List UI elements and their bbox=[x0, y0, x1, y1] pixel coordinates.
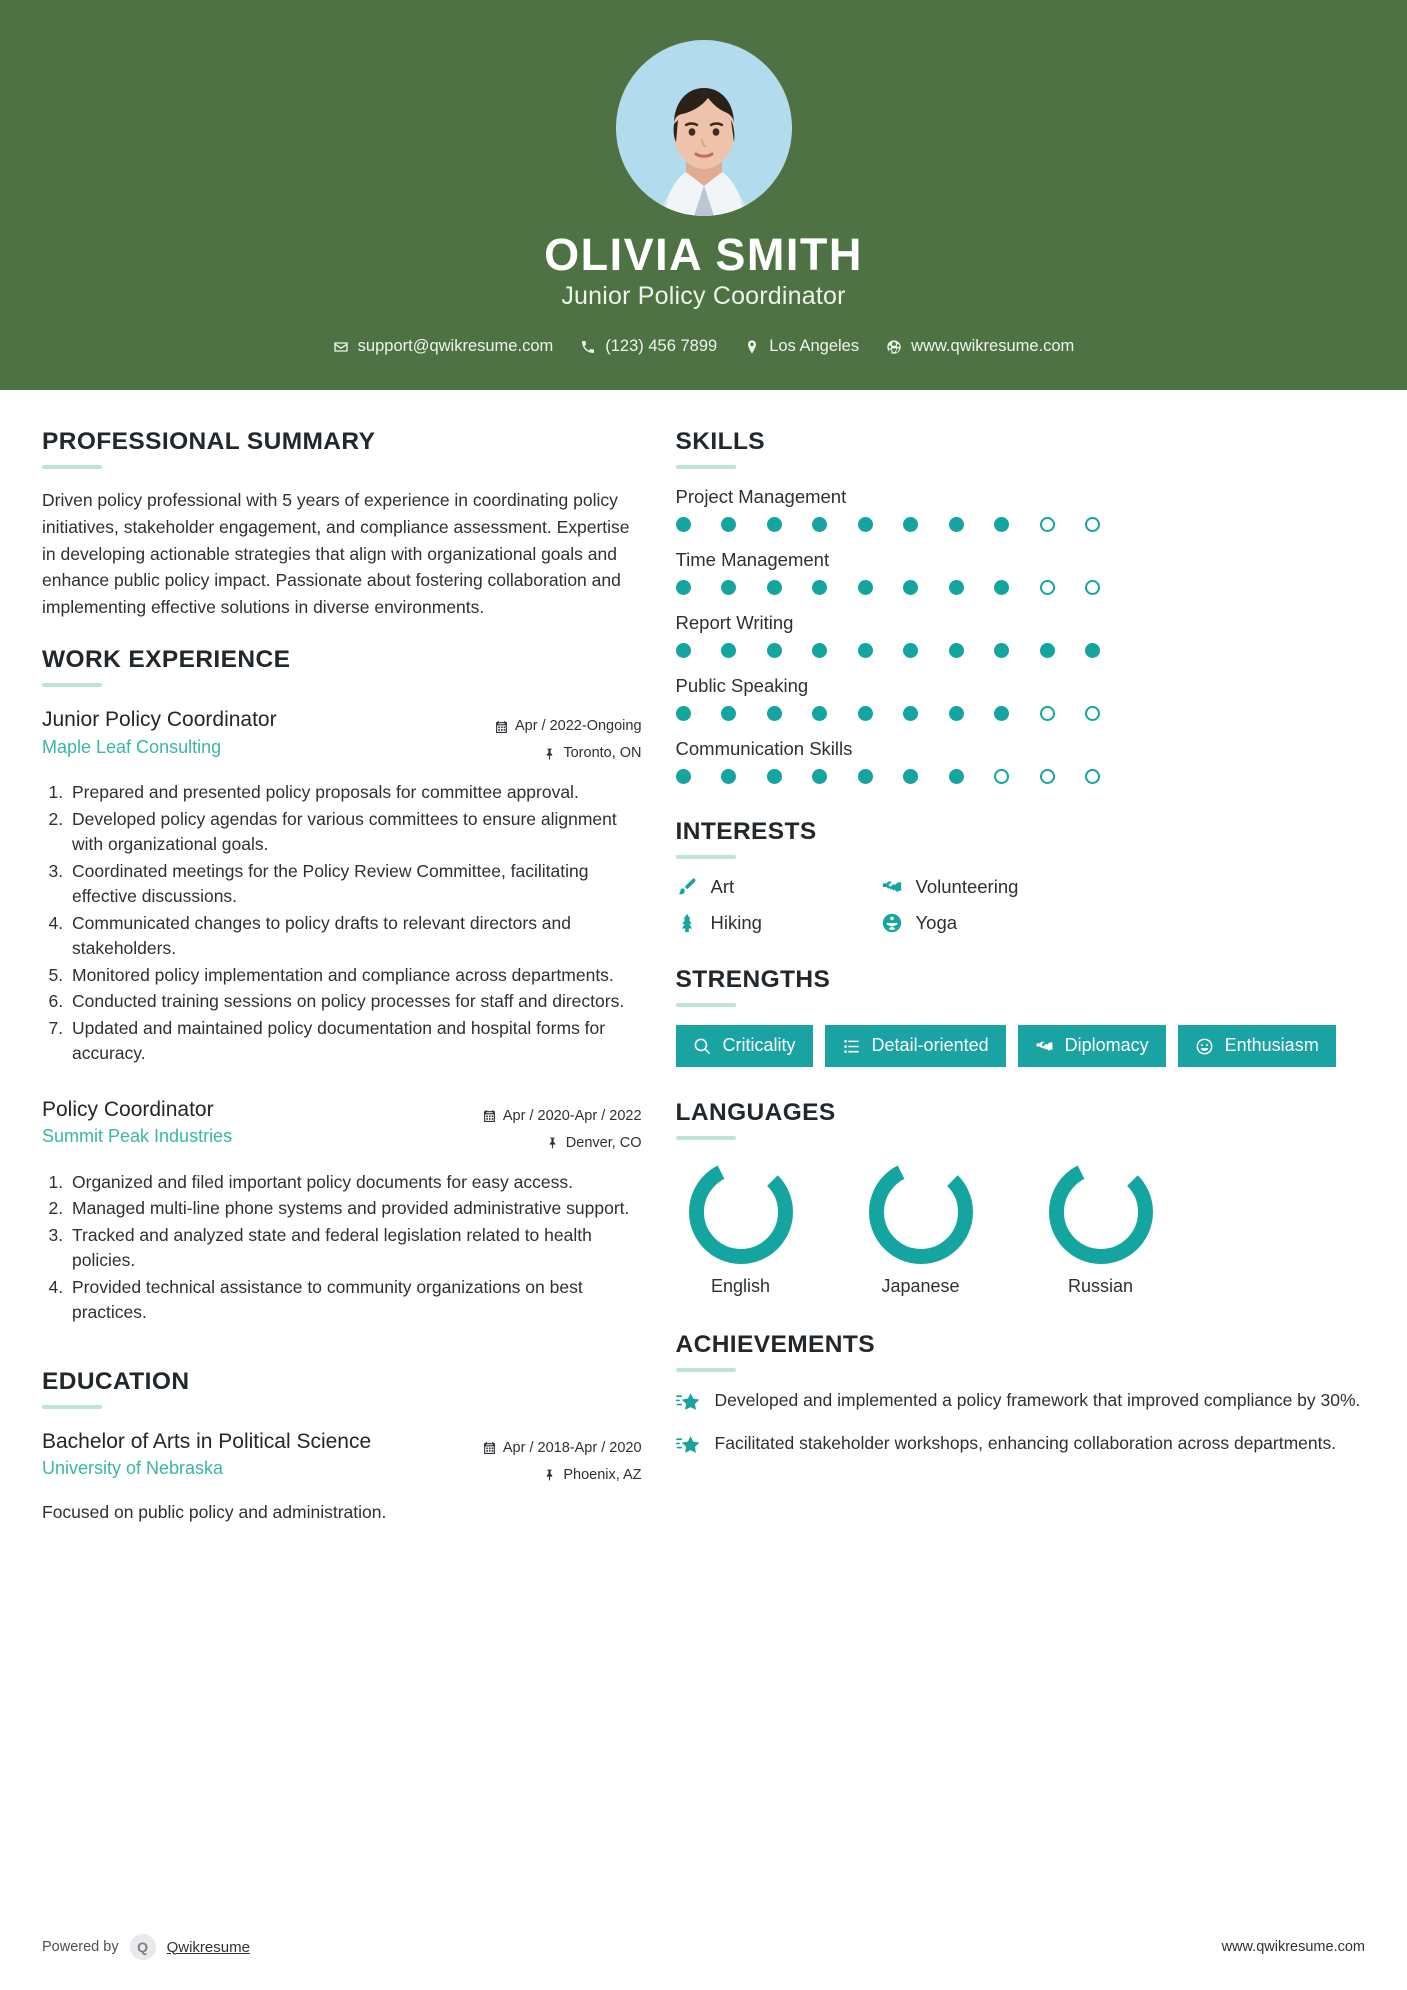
achievement-text: Developed and implemented a policy framework that improved compliance by 30%. bbox=[714, 1389, 1361, 1410]
entry-organization: Maple Leaf Consulting bbox=[42, 736, 222, 757]
strength-badge[interactable] bbox=[1178, 1025, 1336, 1067]
education-heading: EDUCATION bbox=[42, 1367, 190, 1395]
rating-dot-filled bbox=[767, 769, 782, 784]
map-pin-icon bbox=[543, 1468, 556, 1482]
rating-dot-empty bbox=[1085, 706, 1100, 721]
skill-label: Project Management bbox=[675, 486, 847, 508]
rating-dot-filled bbox=[721, 769, 736, 784]
entry-location-value: Toronto, ON bbox=[563, 745, 642, 762]
education-institution: University of Nebraska bbox=[42, 1458, 224, 1479]
interest-item bbox=[881, 912, 1365, 934]
section-languages bbox=[676, 1099, 1365, 1297]
qwikresume-logo-icon: Q bbox=[130, 1934, 156, 1960]
footer-powered-by bbox=[42, 1934, 250, 1960]
strengths-heading: STRENGTHS bbox=[675, 966, 831, 994]
entry-role: Junior Policy Coordinator bbox=[42, 708, 277, 732]
list-item: 1. Prepared and presented policy proposals for committee approval. bbox=[68, 780, 642, 806]
language-label: Japanese bbox=[881, 1275, 960, 1296]
rating-dot-filled bbox=[721, 706, 736, 721]
language-label: Russian bbox=[1068, 1275, 1134, 1296]
contact-website[interactable] bbox=[886, 337, 1074, 356]
skill-item bbox=[676, 675, 1365, 721]
languages-list bbox=[676, 1160, 1365, 1297]
list-item: 5. Monitored policy implementation and compliance across departments. bbox=[68, 963, 642, 989]
section-education bbox=[42, 1368, 642, 1525]
handshake-icon bbox=[881, 876, 903, 898]
entry-date bbox=[483, 1435, 642, 1462]
rating-dot-filled bbox=[949, 769, 964, 784]
section-rule bbox=[42, 683, 102, 687]
tree-icon bbox=[676, 912, 698, 934]
skill-label: Report Writing bbox=[675, 612, 794, 634]
list-item: 4. Provided technical assistance to community organizations on best practices. bbox=[68, 1275, 642, 1326]
language-progress-ring bbox=[869, 1160, 973, 1264]
rating-dot-filled bbox=[767, 706, 782, 721]
rating-dot-filled bbox=[858, 517, 873, 532]
skills-heading: SKILLS bbox=[675, 428, 766, 456]
section-achievements bbox=[676, 1331, 1365, 1458]
education-degree: Bachelor of Arts in Political Science bbox=[42, 1429, 372, 1453]
search-icon bbox=[693, 1037, 712, 1056]
skill-rating bbox=[676, 580, 1365, 595]
entry-location bbox=[495, 740, 642, 767]
rating-dot-filled bbox=[767, 580, 782, 595]
achievement-item bbox=[676, 1388, 1365, 1415]
education-entry bbox=[42, 1429, 642, 1525]
rating-dot-filled bbox=[812, 580, 827, 595]
map-pin-icon bbox=[543, 747, 556, 761]
rating-dot-empty bbox=[1085, 517, 1100, 532]
section-rule bbox=[42, 465, 102, 469]
interest-label: Art bbox=[710, 876, 735, 898]
rating-dot-filled bbox=[994, 517, 1009, 532]
envelope-icon bbox=[333, 339, 349, 355]
rating-dot-filled bbox=[721, 580, 736, 595]
entry-bullets bbox=[42, 1170, 642, 1326]
rating-dot-filled bbox=[1085, 643, 1100, 658]
phone-icon bbox=[580, 339, 596, 355]
left-column bbox=[42, 428, 642, 1874]
rating-dot-empty bbox=[1040, 769, 1055, 784]
contact-email[interactable] bbox=[333, 337, 554, 356]
rating-dot-filled bbox=[767, 517, 782, 532]
summary-heading: PROFESSIONAL SUMMARY bbox=[42, 428, 376, 456]
rating-dot-filled bbox=[903, 643, 918, 658]
rating-dot-filled bbox=[858, 580, 873, 595]
section-rule bbox=[676, 1003, 736, 1007]
summary-text: Driven policy professional with 5 years of experience in coordinating policy initiatives, stakeholder engagement, and compliance assessment. Expertise in developing actionable strategies that align with organizational goals and enhance public policy impact. Passionate about fostering collaboration and implementing effective solutions in diverse environments. bbox=[42, 490, 630, 617]
achievements-heading: ACHIEVEMENTS bbox=[675, 1330, 875, 1358]
entry-header bbox=[42, 1097, 642, 1157]
rating-dot-filled bbox=[676, 643, 691, 658]
rating-dot-empty bbox=[1040, 517, 1055, 532]
resume-footer bbox=[0, 1934, 1407, 1990]
language-progress-ring bbox=[689, 1160, 793, 1264]
list-item: 3. Coordinated meetings for the Policy Review Committee, facilitating effective discussions. bbox=[68, 859, 642, 910]
skill-rating bbox=[676, 643, 1365, 658]
rating-dot-filled bbox=[994, 580, 1009, 595]
rating-dot-filled bbox=[812, 769, 827, 784]
entry-date bbox=[483, 1103, 642, 1130]
interests-grid bbox=[676, 876, 1365, 934]
yoga-icon bbox=[881, 912, 903, 934]
list-item: 2. Developed policy agendas for various committees to ensure alignment with organizational goals. bbox=[68, 807, 642, 858]
list-icon bbox=[842, 1037, 861, 1056]
rating-dot-filled bbox=[676, 517, 691, 532]
rating-dot-filled bbox=[676, 706, 691, 721]
interest-label: Hiking bbox=[710, 912, 762, 934]
skill-item bbox=[676, 486, 1365, 532]
page-title: OLIVIA SMITH bbox=[544, 229, 863, 280]
entry-date-value: Apr / 2022-Ongoing bbox=[514, 718, 642, 735]
rating-dot-filled bbox=[858, 706, 873, 721]
entry-header bbox=[42, 707, 642, 767]
interests-heading: INTERESTS bbox=[675, 818, 817, 846]
strength-badge[interactable] bbox=[676, 1025, 813, 1067]
experience-entry bbox=[42, 1097, 642, 1326]
entry-titles bbox=[42, 1429, 371, 1479]
rating-dot-filled bbox=[903, 769, 918, 784]
list-item: 4. Communicated changes to policy drafts to relevant directors and stakeholders. bbox=[68, 911, 642, 962]
entry-date-value: Apr / 2018-Apr / 2020 bbox=[502, 1439, 642, 1456]
language-progress-ring bbox=[1049, 1160, 1153, 1264]
strength-label: Diplomacy bbox=[1064, 1035, 1149, 1056]
education-note: Focused on public policy and administration. bbox=[42, 1501, 387, 1522]
resume-body bbox=[0, 390, 1407, 1874]
section-rule bbox=[676, 1368, 736, 1372]
strengths-list bbox=[676, 1025, 1365, 1067]
rating-dot-filled bbox=[949, 643, 964, 658]
entry-date-value: Apr / 2020-Apr / 2022 bbox=[502, 1108, 642, 1124]
rating-dot-empty bbox=[1085, 580, 1100, 595]
skill-rating bbox=[676, 769, 1365, 784]
achievement-text: Facilitated stakeholder workshops, enhancing collaboration across departments. bbox=[714, 1432, 1337, 1453]
list-item: 6. Conducted training sessions on policy processes for staff and directors. bbox=[68, 989, 642, 1015]
entry-date bbox=[495, 713, 642, 740]
strength-label: Criticality bbox=[722, 1035, 796, 1056]
rating-dot-filled bbox=[767, 643, 782, 658]
handshake-icon bbox=[1035, 1037, 1054, 1056]
interest-item bbox=[676, 912, 881, 934]
entry-role: Policy Coordinator bbox=[42, 1098, 214, 1121]
skill-label: Time Management bbox=[675, 549, 830, 571]
languages-heading: LANGUAGES bbox=[675, 1098, 836, 1126]
section-skills bbox=[676, 428, 1365, 784]
contact-location-value: Los Angeles bbox=[769, 337, 860, 356]
achievement-item bbox=[676, 1431, 1365, 1458]
language-item bbox=[856, 1160, 986, 1297]
rating-dot-filled bbox=[903, 517, 918, 532]
language-label: English bbox=[711, 1275, 771, 1296]
paintbrush-icon bbox=[676, 876, 698, 898]
rating-dot-filled bbox=[903, 706, 918, 721]
entry-meta bbox=[495, 707, 642, 767]
contact-email-value: support@qwikresume.com bbox=[357, 337, 554, 356]
rating-dot-filled bbox=[858, 769, 873, 784]
language-item bbox=[1036, 1160, 1166, 1297]
smiley-icon bbox=[1195, 1037, 1214, 1056]
contact-website-value: www.qwikresume.com bbox=[911, 337, 1075, 356]
calendar-icon bbox=[483, 1441, 496, 1455]
skills-list bbox=[676, 486, 1365, 784]
avatar bbox=[616, 40, 792, 216]
interest-label: Volunteering bbox=[915, 876, 1019, 898]
skill-item bbox=[676, 738, 1365, 784]
contact-location bbox=[744, 337, 859, 356]
footer-brand-link[interactable]: Qwikresume bbox=[166, 1938, 250, 1956]
header-job-title: Junior Policy Coordinator bbox=[561, 282, 846, 311]
rating-dot-empty bbox=[1040, 580, 1055, 595]
contact-phone-value: (123) 456 7899 bbox=[605, 337, 718, 356]
rating-dot-filled bbox=[721, 517, 736, 532]
skill-label: Public Speaking bbox=[675, 675, 809, 697]
map-pin-icon bbox=[744, 339, 760, 355]
resume-header bbox=[0, 0, 1407, 390]
entry-location bbox=[483, 1462, 642, 1489]
rating-dot-empty bbox=[994, 769, 1009, 784]
powered-by-label: Powered by bbox=[42, 1939, 119, 1955]
rating-dot-filled bbox=[903, 580, 918, 595]
rating-dot-filled bbox=[858, 643, 873, 658]
entry-organization: Summit Peak Industries bbox=[42, 1126, 233, 1147]
section-rule bbox=[676, 1136, 736, 1140]
list-item: 3. Tracked and analyzed state and federal legislation related to health policies. bbox=[68, 1223, 642, 1274]
star-icon bbox=[676, 1390, 701, 1415]
rating-dot-filled bbox=[812, 517, 827, 532]
rating-dot-filled bbox=[812, 643, 827, 658]
section-professional-summary bbox=[42, 428, 642, 620]
rating-dot-filled bbox=[994, 706, 1009, 721]
section-work-experience bbox=[42, 646, 642, 1326]
entry-location bbox=[483, 1130, 642, 1157]
rating-dot-filled bbox=[1040, 643, 1055, 658]
entry-bullets bbox=[42, 780, 642, 1067]
skill-item bbox=[676, 612, 1365, 658]
interest-item bbox=[881, 876, 1365, 898]
rating-dot-filled bbox=[721, 643, 736, 658]
experience-entry bbox=[42, 707, 642, 1067]
entry-location-value: Denver, CO bbox=[565, 1134, 642, 1151]
globe-icon bbox=[886, 339, 902, 355]
list-item: 1. Organized and filed important policy documents for easy access. bbox=[68, 1170, 642, 1196]
rating-dot-filled bbox=[676, 769, 691, 784]
section-rule bbox=[676, 855, 736, 859]
rating-dot-filled bbox=[949, 706, 964, 721]
star-icon bbox=[676, 1433, 701, 1458]
rating-dot-filled bbox=[812, 706, 827, 721]
calendar-icon bbox=[483, 1109, 496, 1123]
entry-titles bbox=[42, 1097, 232, 1147]
skill-rating bbox=[676, 706, 1365, 721]
rating-dot-filled bbox=[949, 517, 964, 532]
rating-dot-empty bbox=[1040, 706, 1055, 721]
rating-dot-empty bbox=[1085, 769, 1100, 784]
list-item: 7. Updated and maintained policy documentation and hospital forms for accuracy. bbox=[68, 1016, 642, 1067]
rating-dot-filled bbox=[949, 580, 964, 595]
entry-location-value: Phoenix, AZ bbox=[563, 1466, 642, 1483]
contact-phone[interactable] bbox=[580, 337, 717, 356]
skill-rating bbox=[676, 517, 1365, 532]
contact-row bbox=[0, 337, 1407, 356]
calendar-icon bbox=[495, 720, 508, 734]
interest-item bbox=[676, 876, 881, 898]
strength-badge[interactable] bbox=[1018, 1025, 1166, 1067]
strength-label: Detail-oriented bbox=[871, 1035, 989, 1056]
rating-dot-filled bbox=[994, 643, 1009, 658]
right-column bbox=[676, 428, 1365, 1874]
section-strengths bbox=[676, 966, 1365, 1067]
interest-label: Yoga bbox=[915, 912, 958, 934]
map-pin-icon bbox=[546, 1136, 559, 1150]
section-rule bbox=[676, 465, 736, 469]
profile-photo bbox=[616, 40, 792, 216]
footer-website: www.qwikresume.com bbox=[1221, 1939, 1365, 1955]
entry-meta bbox=[483, 1097, 642, 1157]
section-rule bbox=[42, 1405, 102, 1409]
experience-heading: WORK EXPERIENCE bbox=[42, 646, 291, 674]
strength-badge[interactable] bbox=[825, 1025, 1006, 1067]
strength-label: Enthusiasm bbox=[1224, 1035, 1319, 1056]
entry-titles bbox=[42, 707, 277, 757]
entry-meta bbox=[483, 1429, 642, 1489]
entry-header bbox=[42, 1429, 642, 1489]
skill-item bbox=[676, 549, 1365, 595]
language-item bbox=[676, 1160, 806, 1297]
skill-label: Communication Skills bbox=[675, 738, 853, 760]
section-interests bbox=[676, 818, 1365, 934]
rating-dot-filled bbox=[676, 580, 691, 595]
list-item: 2. Managed multi-line phone systems and provided administrative support. bbox=[68, 1196, 642, 1222]
